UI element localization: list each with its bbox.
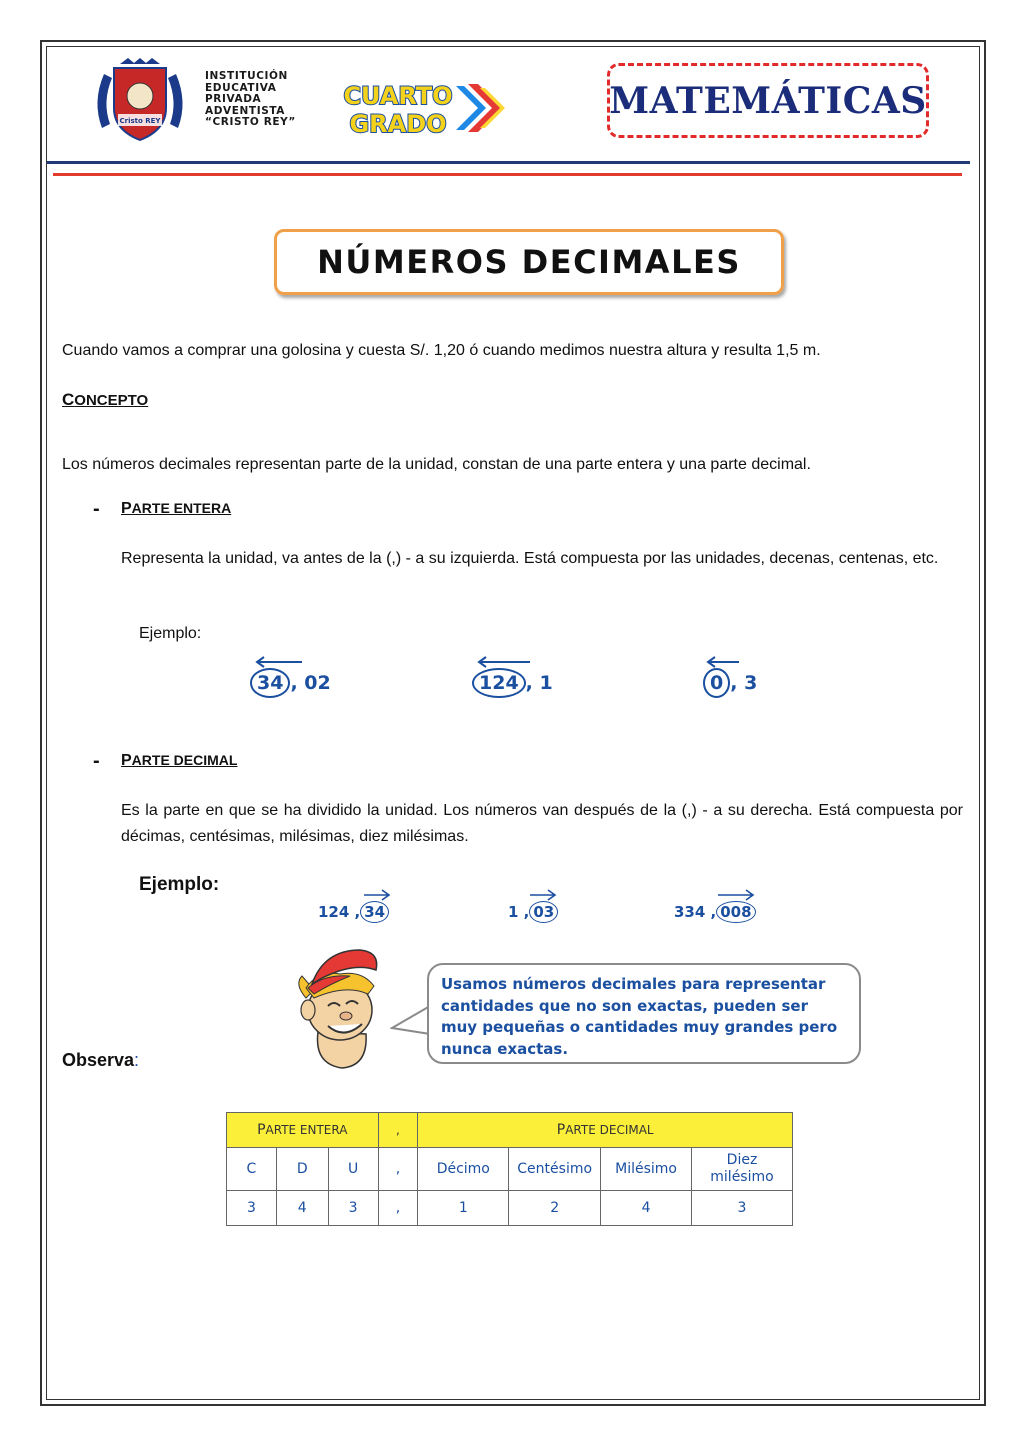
table-cell: 4 — [601, 1191, 692, 1226]
integer-example — [250, 656, 331, 698]
table-cell: 1 — [418, 1191, 509, 1226]
observa-colon: : — [134, 1050, 140, 1070]
column-header: U — [328, 1148, 378, 1191]
integer-example — [703, 656, 757, 698]
circled-integer: 0 — [703, 668, 730, 698]
school-name-line: PRIVADA — [205, 93, 262, 105]
decimal-rest: , 3 — [730, 672, 758, 694]
parte-decimal-heading-rest: ARTE DECIMAL — [131, 752, 238, 768]
bullet-dash: - — [93, 498, 100, 520]
left-arrow-icon — [476, 656, 532, 668]
parte-entera-heading — [121, 500, 231, 518]
parte-entera-heading-rest: ARTE ENTERA — [131, 500, 232, 516]
group-parte-decimal-cap: P — [556, 1122, 566, 1138]
bullet-dash: - — [93, 750, 100, 772]
decimal-example — [508, 889, 558, 923]
parte-decimal-example-label: Ejemplo: — [139, 874, 220, 895]
right-arrow-icon — [528, 889, 558, 901]
table-cell: 3 — [692, 1191, 793, 1226]
column-header: D — [276, 1148, 328, 1191]
observa-text: Observa — [62, 1050, 135, 1070]
subject-title: MATEMÁTICAS — [609, 79, 927, 122]
subject-box — [607, 63, 929, 138]
intro-paragraph: Cuando vamos a comprar una golosina y cuesta S/. 1,20 ó cuando medimos nuestra altura y resulta 1,5 m. — [62, 342, 821, 359]
parte-entera-example-label: Ejemplo: — [139, 625, 202, 642]
circled-decimal: 03 — [529, 901, 558, 923]
decimal-rest: , 02 — [290, 672, 331, 694]
column-header: Centésimo — [509, 1148, 601, 1191]
observa-label — [62, 1050, 139, 1071]
page-title: NÚMEROS DECIMALES — [317, 243, 741, 281]
group-parte-decimal-rest: ARTE DECIMAL — [565, 1123, 654, 1137]
table-cell: , — [378, 1191, 418, 1226]
concept-heading-cap: C — [62, 390, 75, 409]
column-header: Diez milésimo — [692, 1148, 793, 1191]
circled-integer: 124 — [472, 668, 526, 698]
grade-logo — [330, 78, 510, 138]
grade-logo-line1: CUARTO — [343, 82, 453, 110]
school-name-line: INSTITUCIÓN — [205, 70, 288, 82]
table-cell: 4 — [276, 1191, 328, 1226]
column-header: C — [227, 1148, 277, 1191]
column-header: , — [378, 1148, 418, 1191]
group-parte-decimal — [418, 1113, 793, 1148]
circled-decimal: 008 — [716, 901, 755, 923]
table-row — [227, 1148, 793, 1191]
parte-entera-body: Representa la unidad, va antes de la (,) - a su izquierda. Está compuesta por las unidades, decenas, centenas, etc. — [121, 550, 939, 567]
table-row — [227, 1191, 793, 1226]
column-header: Milésimo — [601, 1148, 692, 1191]
school-crest-logo — [90, 58, 190, 146]
place-value-table — [226, 1112, 793, 1226]
parte-decimal-body: Es la parte en que se ha dividido la unidad. Los números van después de la (,) - a su derecha. Está compuesta por décimas, centésimas, milésimas, diez milésimas. — [121, 802, 963, 845]
table-cell: 2 — [509, 1191, 601, 1226]
school-name — [205, 71, 296, 129]
group-parte-entera — [227, 1113, 379, 1148]
right-arrow-icon — [716, 889, 756, 901]
concept-heading — [62, 390, 148, 410]
table-cell: 3 — [227, 1191, 277, 1226]
speech-bubble: Usamos números decimales para representar cantidades que no son exactas, pueden ser muy pequeñas o cantidades muy grandes pero nunca exactas. — [427, 963, 861, 1064]
crest-text: Cristo REY — [119, 117, 161, 125]
integer-lead: 124 , — [318, 903, 361, 921]
decimal-rest: , 1 — [525, 672, 553, 694]
integer-example — [472, 656, 553, 698]
group-parte-entera-rest: ARTE ENTERA — [265, 1123, 348, 1137]
table-group-header — [227, 1113, 793, 1148]
header-rule-red — [53, 173, 962, 176]
school-name-line: EDUCATIVA — [205, 81, 277, 94]
cartoon-boy-illustration — [284, 944, 394, 1070]
integer-lead: 334 , — [674, 903, 717, 921]
group-parte-entera-cap: P — [257, 1122, 266, 1138]
parte-decimal-heading-cap: P — [121, 752, 132, 769]
table-cell: 3 — [328, 1191, 378, 1226]
concept-body: Los números decimales representan parte de la unidad, constan de una parte entera y una parte decimal. — [62, 456, 811, 473]
decimal-example — [674, 889, 756, 923]
group-comma: , — [378, 1113, 418, 1148]
left-arrow-icon — [254, 656, 304, 668]
parte-entera-heading-cap: P — [121, 500, 132, 517]
left-arrow-icon — [705, 656, 741, 668]
right-arrow-icon — [362, 889, 392, 901]
column-header: Décimo — [418, 1148, 509, 1191]
school-name-line: “CRISTO REY” — [205, 116, 296, 128]
speech-bubble-tail — [390, 1002, 432, 1038]
integer-lead: 1 , — [508, 903, 530, 921]
concept-heading-rest: ONCEPTO — [74, 392, 149, 409]
title-box — [274, 229, 784, 295]
school-name-line: ADVENTISTA — [205, 104, 286, 117]
circled-integer: 34 — [250, 668, 290, 698]
grade-logo-line2: GRADO — [349, 110, 447, 138]
parte-decimal-heading — [121, 752, 237, 770]
header-rule-navy — [47, 161, 970, 164]
decimal-example — [318, 889, 392, 923]
circled-decimal: 34 — [360, 901, 389, 923]
